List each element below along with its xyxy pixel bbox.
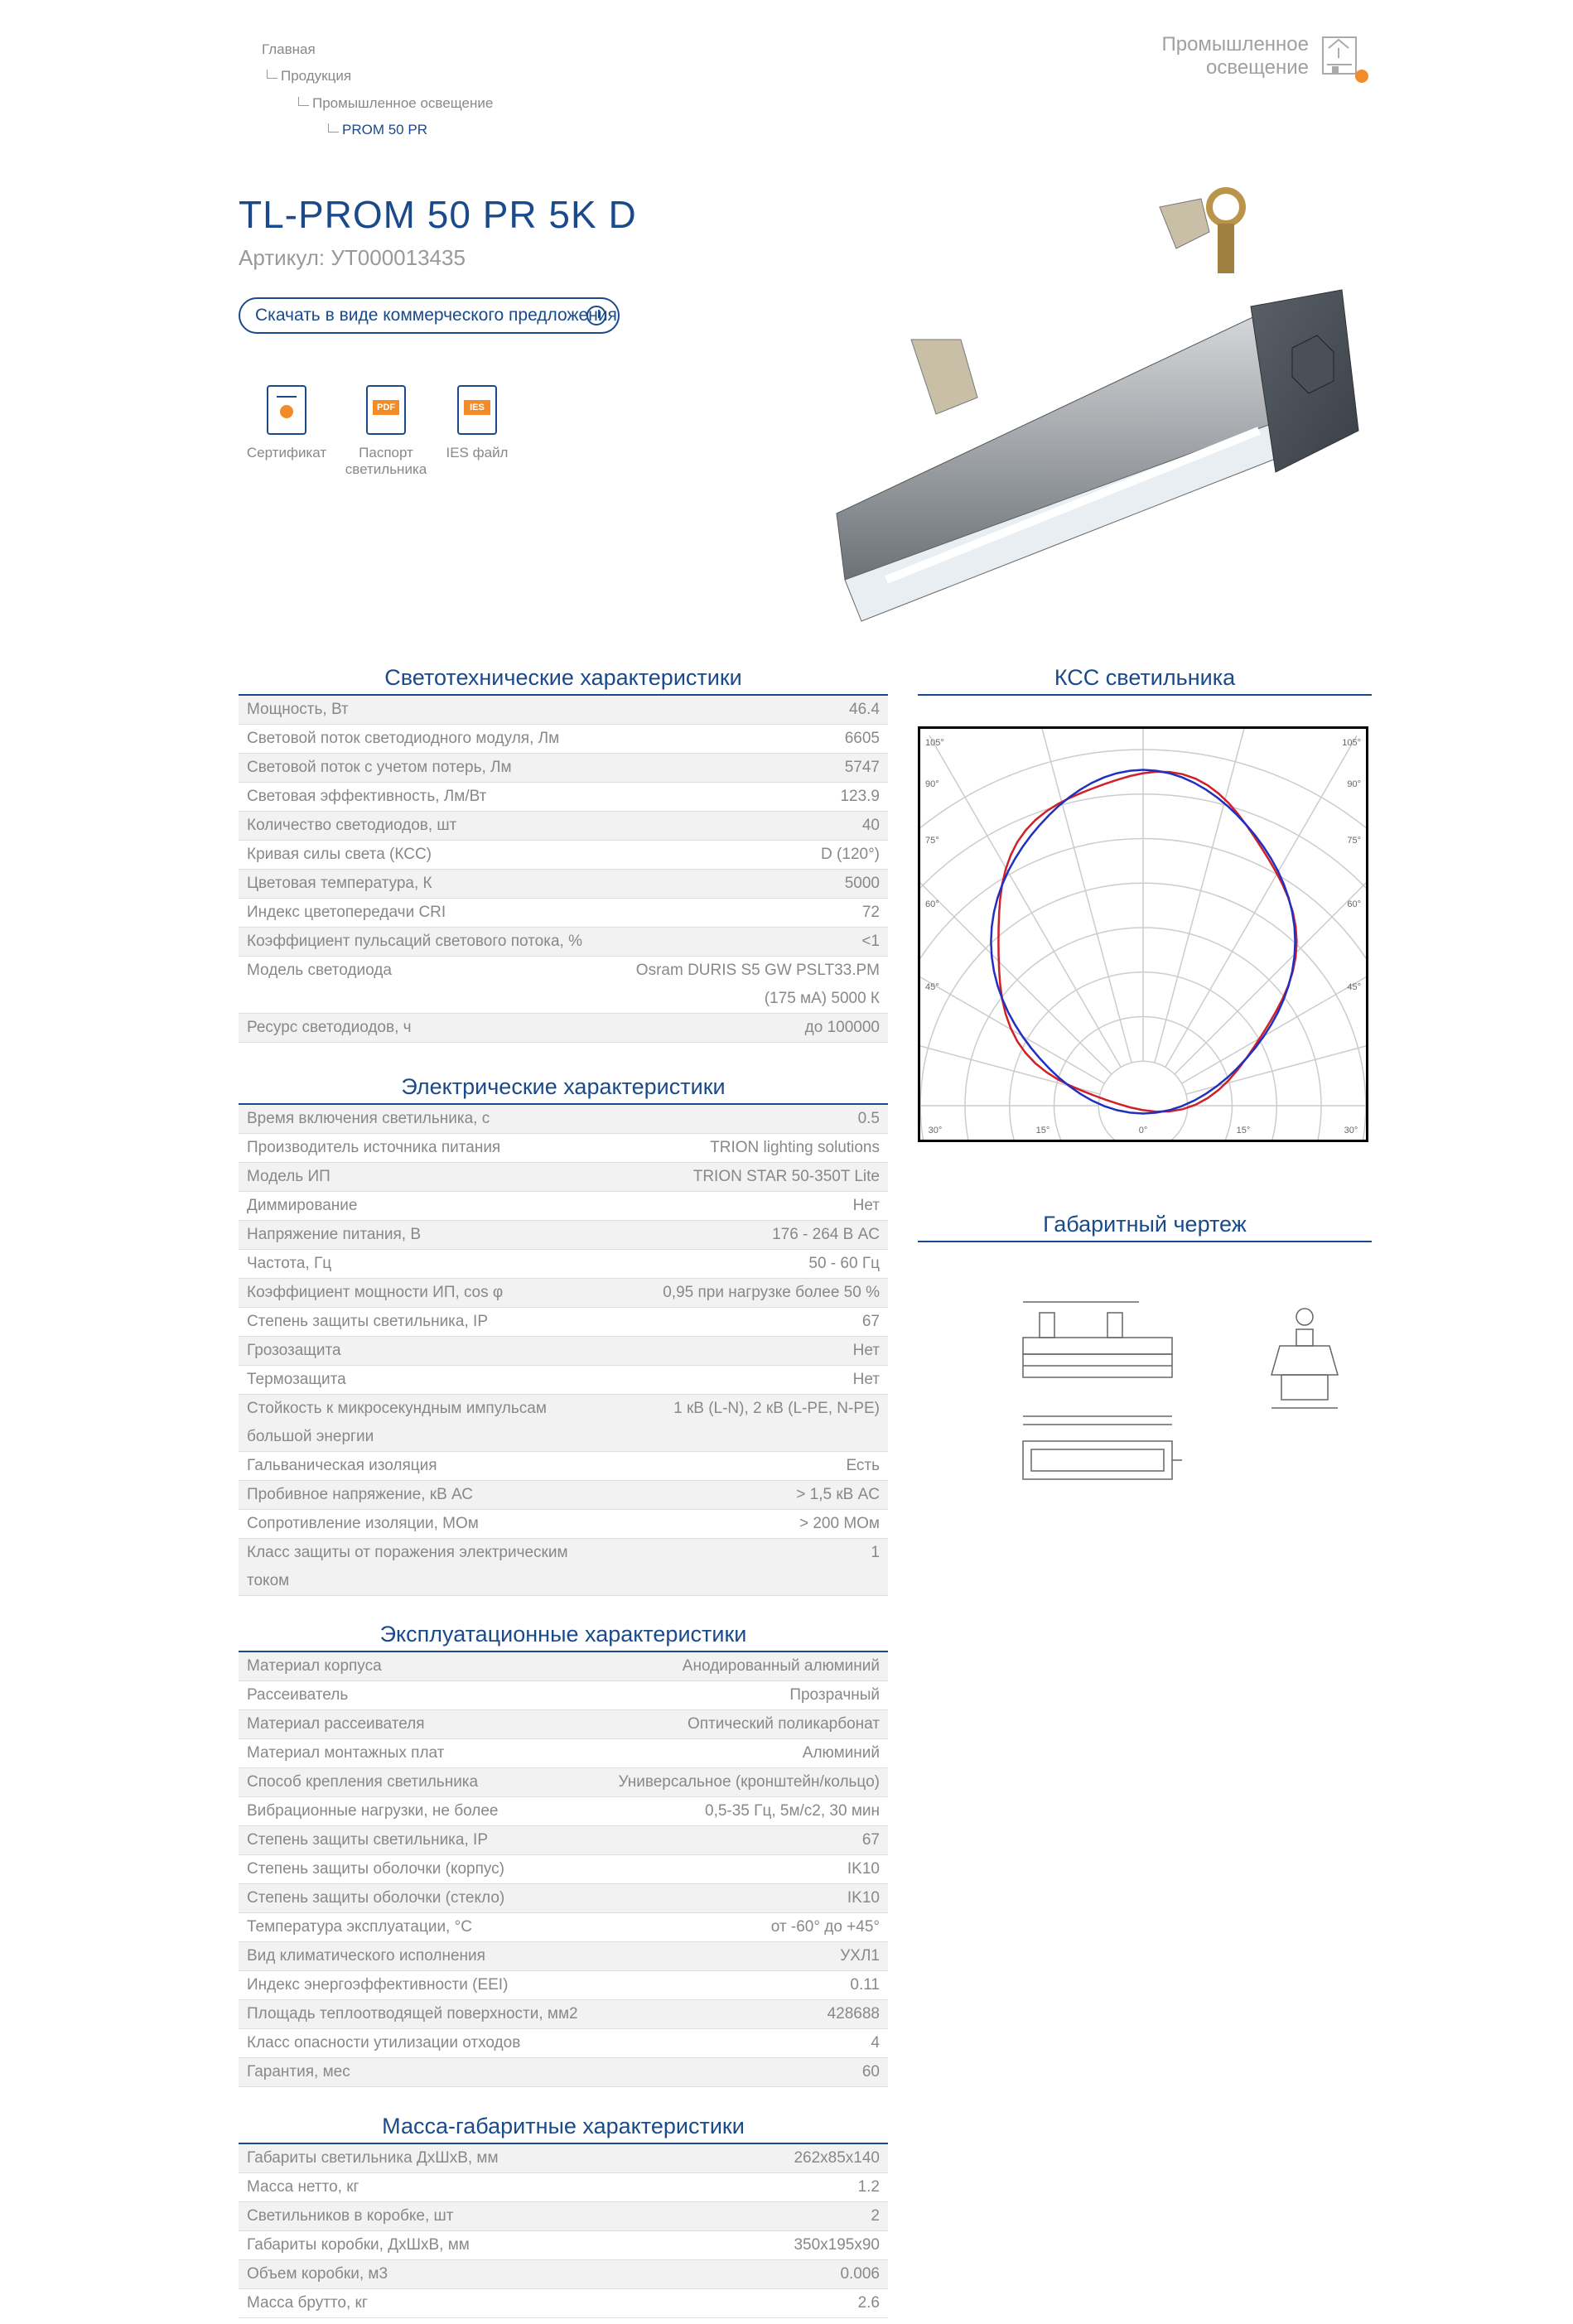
operational-spec-row [239, 1971, 888, 2000]
lighting-spec-row [239, 928, 888, 957]
breadcrumb-arrow-icon [298, 97, 309, 106]
mass-spec-row [239, 2144, 888, 2173]
ksc-grid-radial [1182, 892, 1366, 1083]
lighting-spec-value: Osram DURIS S5 GW PSLT33.PM (175 мА) 5000 К [603, 957, 888, 1014]
electrical-spec-value: 1 кВ (L-N), 2 кВ (L-PE, N-PE) [603, 1395, 888, 1452]
operational-spec-row [239, 2000, 888, 2029]
operational-spec-label: Индекс энергоэффективности (EEI) [239, 1971, 603, 2000]
ksc-grid-radial [920, 995, 1100, 1094]
operational-spec-label: Класс опасности утилизации отходов [239, 2029, 603, 2058]
ksc-right-label: 90° [1347, 779, 1361, 789]
operational-spec-value: Алюминий [603, 1739, 888, 1768]
lighting-spec-label: Ресурс светодиодов, ч [239, 1014, 603, 1043]
lighting-spec-row [239, 783, 888, 812]
breadcrumb-arrow-icon [267, 70, 277, 79]
operational-spec-label: Площадь теплоотводящей поверхности, мм2 [239, 2000, 603, 2029]
operational-spec-label: Способ крепления светильника [239, 1768, 603, 1797]
doc-passport-label: Паспорт светильника [345, 445, 427, 477]
drawing-section-underline [918, 1241, 1372, 1242]
operational-spec-row [239, 1855, 888, 1884]
lighting-spec-label: Световой поток светодиодного модуля, Лм [239, 725, 603, 754]
operational-spec-value: 0,5-35 Гц, 5м/с2, 30 мин [603, 1797, 888, 1826]
electrical-spec-value: Есть [603, 1452, 888, 1481]
operational-spec-label: Температура эксплуатации, °С [239, 1913, 603, 1942]
electrical-spec-label: Частота, Гц [239, 1250, 603, 1279]
lighting-spec-row [239, 870, 888, 899]
operational-spec-value: 67 [603, 1826, 888, 1855]
operational-spec-label: Степень защиты оболочки (корпус) [239, 1855, 603, 1884]
operational-spec-row [239, 1942, 888, 1971]
ksc-right-label: 75° [1347, 836, 1361, 846]
breadcrumb-home[interactable]: Главная [262, 41, 316, 57]
operational-spec-label: Материал монтажных плат [239, 1739, 603, 1768]
category-line1: Промышленное [1161, 33, 1309, 55]
electrical-spec-value: TRION STAR 50-350T Lite [603, 1163, 888, 1192]
drawing-end-view [1271, 1309, 1338, 1408]
mass-spec-row [239, 2289, 888, 2318]
ksc-grid-radial [1165, 735, 1357, 1067]
drawing-side-view [1023, 1302, 1172, 1377]
operational-spec-value: от -60° до +45° [603, 1913, 888, 1942]
operational-spec-row [239, 1768, 888, 1797]
electrical-spec-row [239, 1337, 888, 1366]
electrical-spec-label: Сопротивление изоляции, МОм [239, 1510, 603, 1539]
ksc-bottom-label: 30° [1344, 1126, 1358, 1135]
electrical-spec-row [239, 1481, 888, 1510]
electrical-spec-row [239, 1539, 888, 1596]
ksc-left-label: 75° [925, 836, 939, 846]
category-line2: освещение [1205, 56, 1309, 79]
operational-spec-row [239, 1797, 888, 1826]
mass-spec-table [239, 2144, 888, 2318]
ksc-right-label: 60° [1347, 899, 1361, 909]
lighting-spec-value: 5747 [603, 754, 888, 783]
ksc-grid-radial [1175, 803, 1366, 1074]
lighting-spec-label: Коэффициент пульсаций светового потока, % [239, 928, 603, 957]
electrical-spec-value: 67 [603, 1308, 888, 1337]
breadcrumb-industrial[interactable] [298, 95, 493, 112]
mass-spec-value: 350x195x90 [603, 2231, 888, 2260]
electrical-spec-label: Степень защиты светильника, IP [239, 1308, 603, 1337]
mass-section-title: Масса-габаритные характеристики [382, 2114, 745, 2138]
breadcrumb-industrial-label[interactable]: Промышленное освещение [312, 95, 494, 111]
lighting-spec-label: Световая эффективность, Лм/Вт [239, 783, 603, 812]
ksc-bottom-label: 30° [928, 1126, 943, 1135]
breadcrumb-current-label: PROM 50 PR [342, 122, 427, 137]
lighting-spec-label: Световой поток с учетом потерь, Лм [239, 754, 603, 783]
electrical-spec-row [239, 1192, 888, 1221]
ksc-section-underline [918, 694, 1372, 696]
electrical-spec-label: Коэффициент мощности ИП, cos φ [239, 1279, 603, 1308]
ksc-right-label: 45° [1347, 982, 1361, 992]
lighting-spec-label: Количество светодиодов, шт [239, 812, 603, 841]
lighting-spec-label: Мощность, Вт [239, 696, 603, 725]
lighting-spec-row [239, 1014, 888, 1043]
operational-spec-value: 428688 [603, 2000, 888, 2029]
electrical-spec-value: Нет [603, 1192, 888, 1221]
electrical-spec-row [239, 1105, 888, 1134]
lighting-spec-row [239, 957, 888, 1014]
electrical-spec-table [239, 1105, 888, 1596]
mass-spec-row [239, 2231, 888, 2260]
lighting-spec-value: D (120°) [603, 841, 888, 870]
lighting-spec-row [239, 754, 888, 783]
industrial-lighting-icon [1322, 36, 1373, 88]
operational-spec-value: IK10 [603, 1884, 888, 1913]
operational-spec-value: Анодированный алюминий [603, 1652, 888, 1681]
operational-spec-value: 0.11 [603, 1971, 888, 2000]
lighting-spec-value: 123.9 [603, 783, 888, 812]
operational-spec-row [239, 2058, 888, 2087]
mass-spec-label: Масса брутто, кг [239, 2289, 603, 2318]
mass-spec-value: 2 [603, 2202, 888, 2231]
breadcrumb-products[interactable] [267, 68, 351, 84]
lighting-spec-label: Модель светодиода [239, 957, 603, 1014]
electrical-spec-label: Напряжение питания, В [239, 1221, 603, 1250]
operational-spec-label: Степень защиты светильника, IP [239, 1826, 603, 1855]
electrical-spec-label: Класс защиты от поражения электрическим током [239, 1539, 603, 1596]
lighting-spec-value: 72 [603, 899, 888, 928]
operational-spec-label: Рассеиватель [239, 1681, 603, 1710]
mass-spec-label: Габариты светильника ДхШхВ, мм [239, 2144, 603, 2173]
operational-spec-row [239, 1681, 888, 1710]
electrical-spec-label: Время включения светильника, с [239, 1105, 603, 1134]
lighting-section-title: Светотехнические характеристики [384, 665, 742, 690]
ksc-bottom-label: 15° [1035, 1126, 1050, 1135]
mass-spec-row [239, 2260, 888, 2289]
electrical-spec-value: Нет [603, 1337, 888, 1366]
electrical-spec-value: 1 [603, 1539, 888, 1596]
ksc-left-label: 60° [925, 899, 939, 909]
electrical-spec-value: 0.5 [603, 1105, 888, 1134]
mass-spec-label: Габариты коробки, ДхШхВ, мм [239, 2231, 603, 2260]
electrical-spec-row [239, 1163, 888, 1192]
ksc-bottom-label: 0° [1138, 1126, 1148, 1135]
lighting-spec-row [239, 812, 888, 841]
download-offer-button[interactable] [239, 297, 620, 334]
ies-icon [457, 385, 497, 435]
drawing-top-view [1023, 1416, 1182, 1479]
breadcrumb-arrow-icon [328, 123, 339, 133]
lighting-spec-value: 40 [603, 812, 888, 841]
mass-spec-row [239, 2202, 888, 2231]
ksc-left-label: 90° [925, 779, 939, 789]
lighting-spec-table [239, 696, 888, 1043]
electrical-spec-value: > 200 МОм [603, 1510, 888, 1539]
certificate-icon [267, 385, 306, 435]
breadcrumb-products-label[interactable]: Продукция [281, 68, 352, 84]
operational-spec-label: Вид климатического исполнения [239, 1942, 603, 1971]
ksc-left-label: 105° [925, 738, 944, 748]
dimension-drawing [990, 1292, 1371, 1540]
electrical-spec-value: Нет [603, 1366, 888, 1395]
drawing-section-title: Габаритный чертеж [1043, 1212, 1247, 1237]
operational-spec-row [239, 1710, 888, 1739]
operational-spec-value: Прозрачный [603, 1681, 888, 1710]
electrical-spec-label: Производитель источника питания [239, 1134, 603, 1163]
mass-spec-label: Светильников в коробке, шт [239, 2202, 603, 2231]
electrical-spec-value: 176 - 264 В AC [603, 1221, 888, 1250]
operational-spec-row [239, 1884, 888, 1913]
operational-spec-label: Материал корпуса [239, 1652, 603, 1681]
lighting-spec-value: 6605 [603, 725, 888, 754]
product-image [812, 182, 1392, 646]
electrical-spec-row [239, 1279, 888, 1308]
ksc-bottom-label: 15° [1236, 1126, 1251, 1135]
mass-spec-value: 262x85x140 [603, 2144, 888, 2173]
mass-spec-label: Объем коробки, м3 [239, 2260, 603, 2289]
lighting-spec-row [239, 899, 888, 928]
doc-passport[interactable] [345, 385, 427, 478]
electrical-spec-value: 0,95 при нагрузке более 50 % [603, 1279, 888, 1308]
lighting-spec-row [239, 696, 888, 725]
electrical-spec-label: Гальваническая изоляция [239, 1452, 603, 1481]
electrical-spec-row [239, 1221, 888, 1250]
electrical-spec-row [239, 1134, 888, 1163]
ksc-right-label: 105° [1342, 738, 1361, 748]
doc-certificate-label: Сертификат [246, 445, 327, 460]
ies-badge: IES [464, 400, 490, 415]
breadcrumb-current [328, 122, 427, 138]
lighting-spec-value: до 100000 [603, 1014, 888, 1043]
lighting-spec-value: 5000 [603, 870, 888, 899]
electrical-spec-row [239, 1366, 888, 1395]
operational-spec-value: Оптический поликарбонат [603, 1710, 888, 1739]
operational-spec-row [239, 1913, 888, 1942]
operational-spec-table [239, 1652, 888, 2087]
product-sku: Артикул: УТ000013435 [239, 245, 466, 270]
operational-spec-row [239, 1826, 888, 1855]
operational-spec-value: IK10 [603, 1855, 888, 1884]
product-title: TL-PROM 50 PR 5K D [239, 193, 637, 236]
pdf-badge: PDF [373, 400, 399, 415]
doc-ies[interactable] [436, 385, 519, 461]
download-icon [586, 306, 606, 325]
operational-spec-value: УХЛ1 [603, 1942, 888, 1971]
ksc-grid-radial [929, 735, 1121, 1067]
lighting-spec-row [239, 725, 888, 754]
electrical-spec-row [239, 1395, 888, 1452]
pdf-icon [366, 385, 406, 435]
electrical-spec-label: Термозащита [239, 1366, 603, 1395]
mass-spec-value: 1.2 [603, 2173, 888, 2202]
mass-spec-label: Масса нетто, кг [239, 2173, 603, 2202]
lighting-spec-label: Индекс цветопередачи CRI [239, 899, 603, 928]
electrical-section-title: Электрические характеристики [401, 1074, 726, 1099]
electrical-spec-label: Грозозащита [239, 1337, 603, 1366]
electrical-spec-label: Стойкость к микросекундным импульсам большой энергии [239, 1395, 603, 1452]
operational-spec-value: Универсальное (кронштейн/кольцо) [603, 1768, 888, 1797]
lighting-spec-row [239, 841, 888, 870]
ksc-section-title: КСС светильника [1054, 665, 1236, 690]
operational-spec-row [239, 1652, 888, 1681]
doc-ies-label: IES файл [446, 445, 509, 460]
operational-spec-row [239, 2029, 888, 2058]
doc-certificate[interactable] [245, 385, 328, 461]
operational-spec-label: Вибрационные нагрузки, не более [239, 1797, 603, 1826]
operational-spec-value: 60 [603, 2058, 888, 2087]
download-offer-label: Скачать в виде коммерческого предложения [255, 306, 617, 325]
operational-spec-label: Материал рассеивателя [239, 1710, 603, 1739]
ksc-polar-svg [920, 729, 1366, 1140]
mass-spec-value: 2.6 [603, 2289, 888, 2318]
electrical-spec-value: TRION lighting solutions [603, 1134, 888, 1163]
ksc-grid-radial [920, 892, 1104, 1083]
electrical-spec-label: Пробивное напряжение, кВ АС [239, 1481, 603, 1510]
operational-spec-value: 4 [603, 2029, 888, 2058]
ksc-left-label: 45° [925, 982, 939, 992]
operational-spec-label: Степень защиты оболочки (стекло) [239, 1884, 603, 1913]
lighting-spec-value: 46.4 [603, 696, 888, 725]
electrical-spec-row [239, 1452, 888, 1481]
electrical-spec-row [239, 1308, 888, 1337]
operational-spec-label: Гарантия, мес [239, 2058, 603, 2087]
category-label[interactable] [1143, 33, 1309, 80]
ksc-polar-chart [918, 726, 1368, 1142]
mass-spec-row [239, 2173, 888, 2202]
electrical-spec-value: > 1,5 кВ AC [603, 1481, 888, 1510]
lighting-spec-value: <1 [603, 928, 888, 957]
operational-section-title: Эксплуатационные характеристики [379, 1622, 747, 1647]
mass-spec-value: 0.006 [603, 2260, 888, 2289]
electrical-spec-value: 50 - 60 Гц [603, 1250, 888, 1279]
lighting-spec-label: Кривая силы света (КСС) [239, 841, 603, 870]
electrical-spec-label: Диммирование [239, 1192, 603, 1221]
lighting-spec-label: Цветовая температура, К [239, 870, 603, 899]
electrical-spec-label: Модель ИП [239, 1163, 603, 1192]
electrical-spec-row [239, 1510, 888, 1539]
operational-spec-row [239, 1739, 888, 1768]
electrical-spec-row [239, 1250, 888, 1279]
